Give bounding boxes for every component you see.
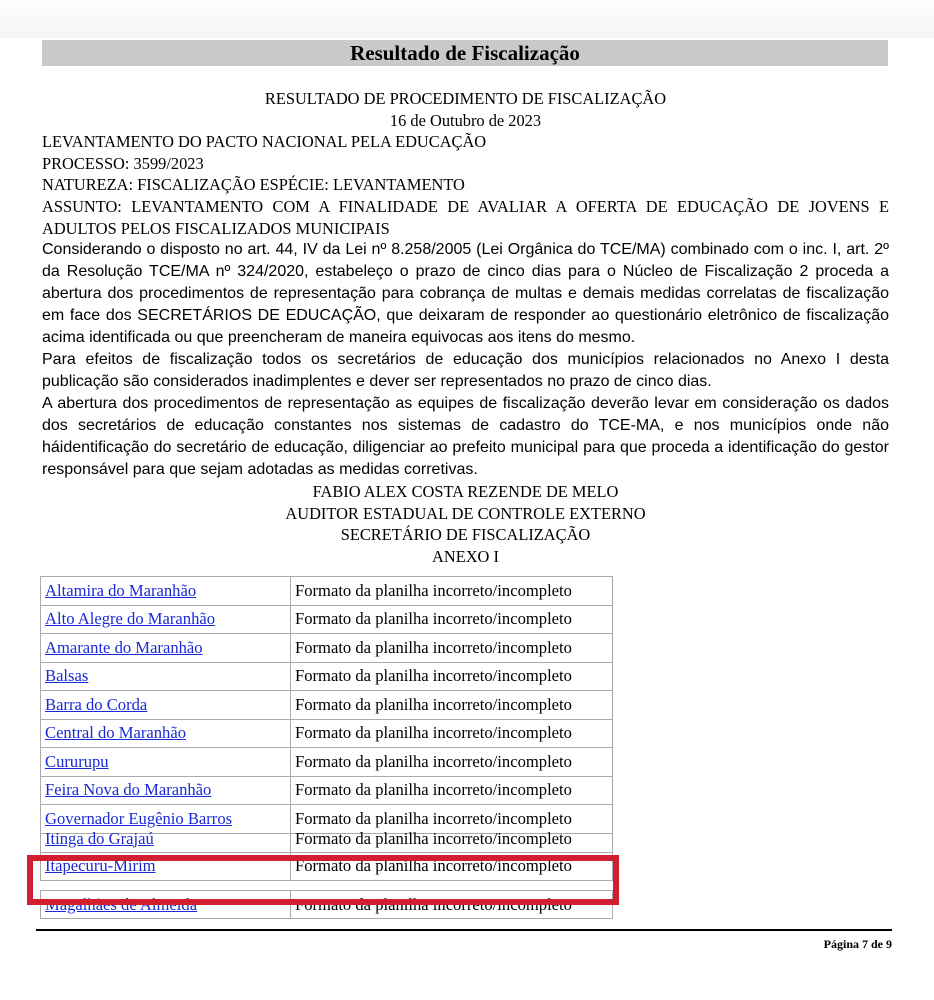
status-cell: Formato da planilha incorreto/incompleto	[295, 828, 572, 848]
doc-heading: RESULTADO DE PROCEDIMENTO DE FISCALIZAÇÃO	[264, 89, 667, 108]
municipality-link[interactable]: Itapecuru-Mirim	[45, 856, 156, 876]
doc-natureza: NATUREZA: FISCALIZAÇÃO ESPÉCIE: LEVANTAMENTO	[42, 175, 465, 195]
doc-date: 16 de Outubro de 2023	[389, 110, 542, 130]
page-title: Resultado de Fiscalização	[42, 40, 888, 66]
status-cell: Formato da planilha incorreto/incompleto	[291, 634, 613, 663]
doc-assunto: ASSUNTO: LEVANTAMENTO COM A FINALIDADE DE AVALIAR A OFERTA DE EDUCAÇÃO DE JOVENS E ADULTOS PELOS FISCALIZADOS MUNICIPAIS	[42, 196, 889, 238]
annex-table	[40, 576, 613, 881]
doc-paragraph-1: Considerando o disposto no art. 44, IV da Lei nº 8.258/2005 (Lei Orgânica do TCE/MA) combinado com o inc. I, art. 2º da Resolução TCE/MA nº 324/2020, estabeleço o prazo de cinco dias para o Núcleo de Fiscalização 2 proceda a abertura dos procedimentos de representação para cobrança de multas e demais medidas correlatas de fiscalização em face dos SECRETÁRIOS DE EDUCAÇÃO, que deixaram de responder ao questionário eletrônico de fiscalização acima identificada ou que preencheram de maneira equivocas aos itens do mesmo.	[42, 241, 889, 347]
municipality-link[interactable]: Altamira do Maranhão	[45, 580, 197, 600]
table-row	[41, 719, 613, 748]
status-cell: Formato da planilha incorreto/incompleto	[291, 662, 613, 691]
footer-divider	[36, 929, 892, 931]
table-row	[41, 577, 613, 606]
table-row	[41, 605, 613, 634]
status-cell: Formato da planilha incorreto/incompleto	[291, 719, 613, 748]
municipality-link[interactable]: Amarante do Maranhão	[45, 637, 203, 657]
table-row	[41, 691, 613, 720]
doc-paragraph-2: Para efeitos de fiscalização todos os secretários de educação dos municípios relacionados no Anexo I desta publicação são considerados inadimplentes e dever ser representados no prazo de cinco dias.	[42, 351, 889, 391]
municipality-link[interactable]: Governador Eugênio Barros	[45, 808, 233, 828]
annex-title: ANEXO I	[432, 546, 499, 566]
municipality-link[interactable]: Cururupu	[45, 751, 109, 771]
table-row-partial-bottom	[40, 894, 614, 919]
document-body	[42, 88, 889, 568]
doc-processo: PROCESSO: 3599/2023	[42, 153, 204, 173]
status-cell: Formato da planilha incorreto/incompleto	[291, 805, 613, 834]
signer-name: FABIO ALEX COSTA REZENDE DE MELO	[312, 482, 619, 502]
status-cell: Formato da planilha incorreto/incompleto	[291, 605, 613, 634]
status-cell: Formato da planilha incorreto/incompleto	[291, 577, 613, 606]
municipality-link[interactable]: Barra do Corda	[45, 694, 148, 714]
table-row-highlighted	[41, 852, 613, 881]
signer-dept: SECRETÁRIO DE FISCALIZAÇÃO	[340, 525, 591, 545]
table-row	[41, 776, 613, 805]
municipality-link[interactable]: Central do Maranhão	[45, 723, 186, 743]
municipality-link[interactable]: Balsas	[45, 666, 89, 686]
municipality-link[interactable]: Alto Alegre do Maranhão	[45, 609, 216, 629]
table-row	[41, 662, 613, 691]
status-cell: Formato da planilha incorreto/incompleto	[291, 691, 613, 720]
municipality-link[interactable]: Magalhães de Almeida	[45, 894, 198, 914]
status-cell: Formato da planilha incorreto/incompleto	[291, 776, 613, 805]
table-row	[41, 634, 613, 663]
table-row	[41, 748, 613, 777]
status-cell: Formato da planilha incorreto/incompleto	[291, 891, 613, 919]
doc-paragraph-3: A abertura dos procedimentos de representação as equipes de fiscalização deverão levar em consideração os dados dos secretários de educação constantes nos sistemas de cadastro do TCE-MA, e nos municípios onde não háidentificação do secretário de educação, diligenciar ao prefeito municipal para que proceda a identificação do gestor responsável para que sejam adotadas as medidas corretivas.	[42, 395, 889, 479]
doc-levantamento: LEVANTAMENTO DO PACTO NACIONAL PELA EDUCAÇÃO	[42, 132, 487, 152]
municipality-link[interactable]: Feira Nova do Maranhão	[45, 780, 212, 800]
page-number: Página 7 de 9	[823, 937, 892, 951]
top-shade	[0, 0, 934, 38]
table-row-partial	[41, 833, 613, 852]
signer-role: AUDITOR ESTADUAL DE CONTROLE EXTERNO	[285, 503, 646, 523]
municipality-link[interactable]: Itinga do Grajaú	[45, 828, 154, 848]
status-cell: Formato da planilha incorreto/incompleto	[291, 852, 613, 881]
status-cell: Formato da planilha incorreto/incompleto	[291, 748, 613, 777]
